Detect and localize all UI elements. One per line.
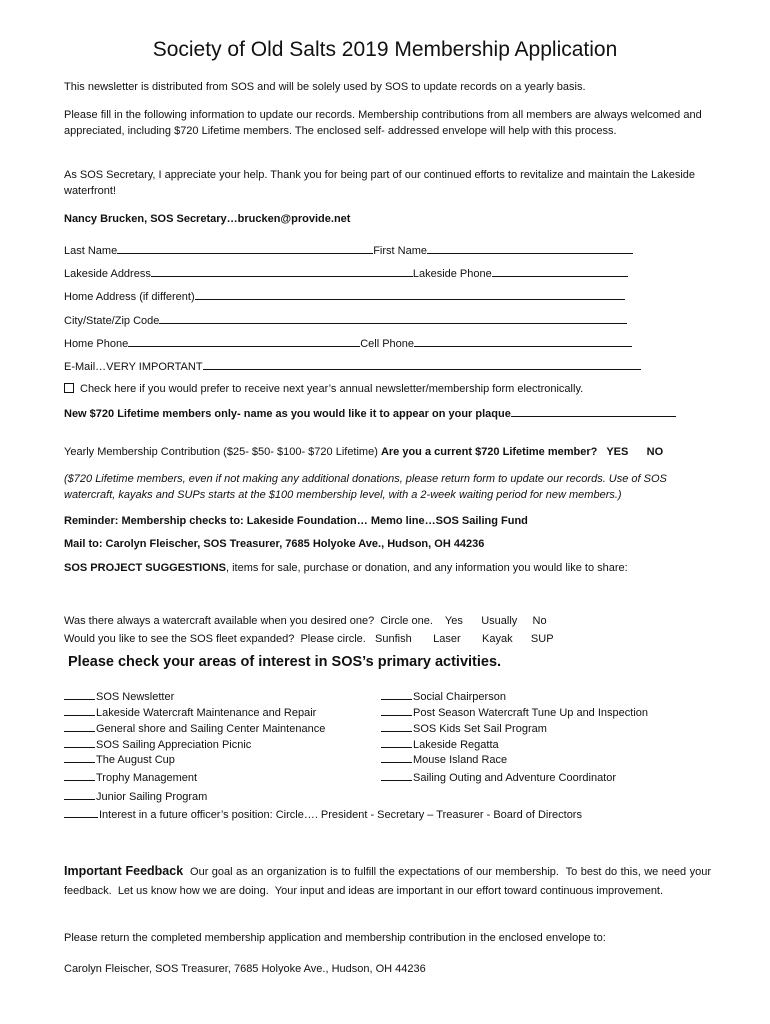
secretary-signature: Nancy Brucken, SOS Secretary…brucken@provide.net xyxy=(64,213,351,225)
lakeside-address-field[interactable] xyxy=(151,265,413,277)
interest-label: Mouse Island Race xyxy=(413,754,508,766)
interest-right-1[interactable] xyxy=(381,705,648,720)
checkline[interactable] xyxy=(381,689,412,700)
interest-left-1[interactable] xyxy=(64,705,316,720)
interest-label: The August Cup xyxy=(96,754,175,766)
lakeside-phone-label: Lakeside Phone xyxy=(412,268,492,280)
yearly-contribution-label: Yearly Membership Contribution ($25- $50- $100- $720 Lifetime) xyxy=(64,446,381,458)
interest-label: Lakeside Watercraft Maintenance and Repair xyxy=(96,707,317,719)
mail-to-text: Mail to: Carolyn Fleischer, SOS Treasurer, 7685 Holyoke Ave., Hudson, OH 44236 xyxy=(64,538,485,550)
plaque-label: New $720 Lifetime members only- name as you would like it to appear on your plaque xyxy=(64,408,511,420)
city-state-zip-field[interactable] xyxy=(159,312,627,324)
last-name-field[interactable] xyxy=(117,242,373,254)
checkline[interactable] xyxy=(64,752,95,763)
interest-label: General shore and Sailing Center Maintenance xyxy=(96,723,326,735)
electronic-checkbox-label: Check here if you would prefer to receive next year’s annual newsletter/membership form electronically. xyxy=(80,383,584,395)
feedback-heading: Important Feedback xyxy=(64,864,184,878)
yearly-contribution-row xyxy=(64,445,663,459)
checkline[interactable] xyxy=(381,705,412,716)
interest-label: Post Season Watercraft Tune Up and Inspection xyxy=(413,707,649,719)
interest-label: Lakeside Regatta xyxy=(413,739,499,751)
intro-paragraph-2: Please fill in the following information to update our records. Membership contributions from all members are always welcomed and appreciated, including $720 Lifetime members. The enclosed self- addressed envelope will help with this process. xyxy=(64,109,702,137)
checkline[interactable] xyxy=(381,770,412,781)
electronic-row xyxy=(64,382,583,396)
intro-paragraph-3: As SOS Secretary, I appreciate your help. Thank you for being part of our continued efforts to revitalize and maintain the Lakeside waterfront! xyxy=(64,169,696,197)
feedback-text: Our goal as an organization is to fulfill the expectations of our membership. To best do this, we need your feedback. Let us know how we are doing. Your input and ideas are important in our effort toward continuous improvement. xyxy=(64,866,715,897)
interest-left-0[interactable] xyxy=(64,689,174,704)
checkline[interactable] xyxy=(64,689,95,700)
home-phone-field[interactable] xyxy=(128,335,360,347)
officer-interest-label: Interest in a future officer’s position: Circle…. President - Secretary – Treasurer - Board of Directors xyxy=(99,809,582,821)
city-row xyxy=(64,312,627,328)
interest-left-6[interactable] xyxy=(64,789,207,804)
interest-label: Junior Sailing Program xyxy=(96,791,208,803)
electronic-checkbox[interactable] xyxy=(64,383,74,393)
name-row xyxy=(64,242,633,258)
lifetime-note: ($720 Lifetime members, even if not making any additional donations, please return form to update our records. Use of SOS watercraft, kayaks and SUPs starts at the $100 membership level, with a 2-week waiting period for new members.) xyxy=(64,473,667,501)
checkline[interactable] xyxy=(64,807,98,818)
home-address-row xyxy=(64,288,625,304)
lakeside-row xyxy=(64,265,628,281)
interest-right-3[interactable] xyxy=(381,737,499,752)
interests-heading: Please check your areas of interest in SOS’s primary activities. xyxy=(68,654,502,670)
interest-right-0[interactable] xyxy=(381,689,506,704)
checkline[interactable] xyxy=(64,737,95,748)
interest-label: SOS Sailing Appreciation Picnic xyxy=(96,739,252,751)
interest-label: SOS Kids Set Sail Program xyxy=(413,723,547,735)
lifetime-member-question[interactable]: Are you a current $720 Lifetime member? YES NO xyxy=(380,446,664,458)
lakeside-address-label: Lakeside Address xyxy=(64,268,151,280)
interest-right-5[interactable] xyxy=(381,770,616,785)
fleet-question[interactable]: Would you like to see the SOS fleet expanded? Please circle. Sunfish Laser Kayak SUP xyxy=(64,633,554,645)
reminder-text: Reminder: Membership checks to: Lakeside Foundation… Memo line…SOS Sailing Fund xyxy=(64,515,528,527)
email-field[interactable] xyxy=(203,358,641,370)
cell-phone-field[interactable] xyxy=(414,335,632,347)
interest-label: Sailing Outing and Adventure Coordinator xyxy=(413,772,617,784)
intro-paragraph-1: This newsletter is distributed from SOS and will be solely used by SOS to update records on a yearly basis. xyxy=(64,81,586,93)
plaque-name-field[interactable] xyxy=(511,405,676,417)
feedback-paragraph xyxy=(64,862,715,901)
interest-left-3[interactable] xyxy=(64,737,251,752)
watercraft-question[interactable]: Was there always a watercraft available when you desired one? Circle one. Yes Usually No xyxy=(64,615,547,627)
interest-label: Trophy Management xyxy=(96,772,198,784)
interest-label: SOS Newsletter xyxy=(96,691,175,703)
interest-left-2[interactable] xyxy=(64,721,325,736)
checkline[interactable] xyxy=(381,737,412,748)
checkline[interactable] xyxy=(381,721,412,732)
interest-right-4[interactable] xyxy=(381,752,507,767)
plaque-row xyxy=(64,405,676,421)
suggestions-label: SOS PROJECT SUGGESTIONS xyxy=(64,562,226,574)
home-address-label: Home Address (if different) xyxy=(64,291,195,303)
return-address: Carolyn Fleischer, SOS Treasurer, 7685 Holyoke Ave., Hudson, OH 44236 xyxy=(64,963,426,975)
checkline[interactable] xyxy=(64,770,95,781)
interest-left-5[interactable] xyxy=(64,770,197,785)
city-state-zip-label: City/State/Zip Code xyxy=(64,315,160,327)
email-row xyxy=(64,358,641,374)
phone-row xyxy=(64,335,632,351)
interest-right-2[interactable] xyxy=(381,721,547,736)
checkline[interactable] xyxy=(64,705,95,716)
email-label: E-Mail…VERY IMPORTANT xyxy=(64,361,203,373)
first-name-field[interactable] xyxy=(427,242,633,254)
interest-left-4[interactable] xyxy=(64,752,175,767)
suggestions-rest: , items for sale, purchase or donation, and any information you would like to share: xyxy=(225,562,628,574)
last-name-label: Last Name xyxy=(64,245,118,257)
home-address-field[interactable] xyxy=(195,288,625,300)
officer-interest-row[interactable] xyxy=(64,807,582,822)
interest-label: Social Chairperson xyxy=(413,691,506,703)
home-phone-label: Home Phone xyxy=(64,338,129,350)
first-name-label: First Name xyxy=(373,245,427,257)
cell-phone-label: Cell Phone xyxy=(360,338,415,350)
suggestions-prompt xyxy=(64,561,704,577)
checkline[interactable] xyxy=(64,721,95,732)
checkline[interactable] xyxy=(381,752,412,763)
return-instructions: Please return the completed membership application and membership contribution in the enclosed envelope to: xyxy=(64,932,606,944)
checkline[interactable] xyxy=(64,789,95,800)
page-title: Society of Old Salts 2019 Membership Application xyxy=(152,38,618,61)
lakeside-phone-field[interactable] xyxy=(492,265,628,277)
